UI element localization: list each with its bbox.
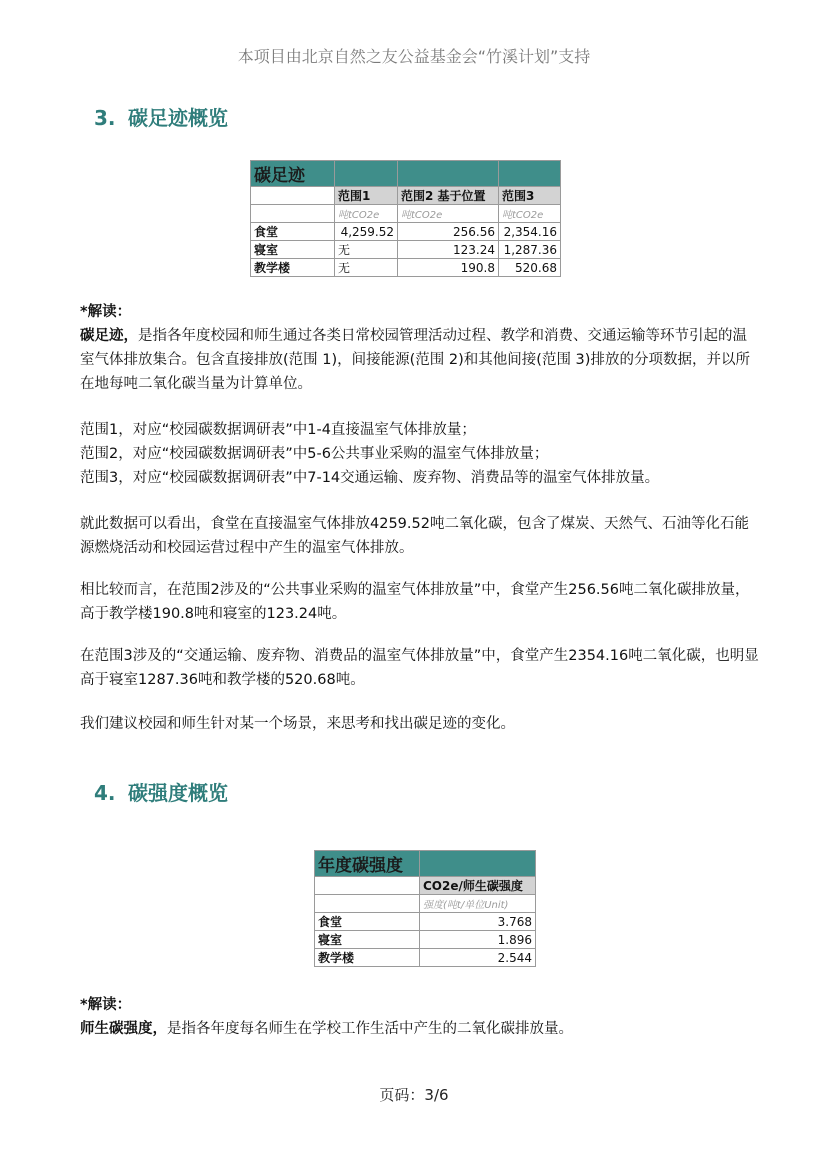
- unit-label: 吨tCO2e: [499, 205, 561, 223]
- table-title-row: [315, 851, 536, 877]
- column-header: CO2e/师生碳强度: [420, 877, 536, 895]
- column-header: 范围1: [335, 187, 398, 205]
- table-unit-row: [315, 895, 536, 913]
- table-header-row: [251, 187, 561, 205]
- column-header: 范围2 基于位置: [398, 187, 499, 205]
- table-row: [251, 241, 561, 259]
- table-header-row: [315, 877, 536, 895]
- carbon-footprint-definition: 碳足迹，是指各年度校园和师生通过各类日常校园管理活动过程、教学和消费、交通运输等环节引起的温室气体排放集合。包含直接排放(范围 1)，间接能源(范围 2)和其他间接(范围 3)排放的分项数据，并以所在地每吨二氧化碳当量为计算单位。: [80, 328, 750, 392]
- table-title: 年度碳强度: [315, 851, 420, 877]
- row-label: 寝室: [251, 241, 335, 259]
- paragraph: 相比较而言，在范围2涉及的“公共事业采购的温室气体排放量”中，食堂产生256.56吨二氧化碳排放量，高于教学楼190.8吨和寝室的123.24吨。: [80, 582, 750, 622]
- table-cell: 520.68: [499, 259, 561, 277]
- row-label: 教学楼: [251, 259, 335, 277]
- paragraph: 我们建议校园和师生针对某一个场景，来思考和找出碳足迹的变化。: [80, 716, 515, 732]
- table-cell: 4,259.52: [335, 223, 398, 241]
- carbon-intensity-definition: 师生碳强度，是指各年度每名师生在学校工作生活中产生的二氧化碳排放量。: [80, 1021, 573, 1037]
- section-3-number: 3.: [94, 106, 116, 130]
- table-title-row: [251, 161, 561, 187]
- table-cell: 256.56: [398, 223, 499, 241]
- row-label: 教学楼: [315, 949, 420, 967]
- unit-label: 吨tCO2e: [398, 205, 499, 223]
- scope-3-note: 范围3，对应“校园碳数据调研表”中7-14交通运输、废弃物、消费品等的温室气体排放量。: [80, 470, 660, 486]
- term: 碳足迹，: [80, 328, 138, 344]
- scope-2-note: 范围2，对应“校园碳数据调研表”中5-6公共事业采购的温室气体排放量；: [80, 446, 549, 462]
- table-cell: 无: [335, 259, 398, 277]
- interpretation-label: *解读：: [80, 997, 132, 1013]
- table-cell: 3.768: [420, 913, 536, 931]
- column-header: 范围3: [499, 187, 561, 205]
- section-4-number: 4.: [94, 781, 116, 805]
- table-row: [251, 223, 561, 241]
- table-cell: 1.896: [420, 931, 536, 949]
- table-row: [315, 931, 536, 949]
- table-row: [251, 259, 561, 277]
- section-4-title: 碳强度概览: [128, 781, 228, 805]
- table-cell: 190.8: [398, 259, 499, 277]
- table-row: [315, 913, 536, 931]
- paragraph: 在范围3涉及的“交通运输、废弃物、消费品的温室气体排放量”中，食堂产生2354.16吨二氧化碳，也明显高于寝室1287.36吨和教学楼的520.68吨。: [80, 648, 759, 688]
- unit-label: 强度(吨t/单位Unit): [420, 895, 536, 913]
- row-label: 寝室: [315, 931, 420, 949]
- unit-label: 吨tCO2e: [335, 205, 398, 223]
- table-cell: 123.24: [398, 241, 499, 259]
- scope-list: [80, 418, 760, 490]
- table-cell: 2,354.16: [499, 223, 561, 241]
- carbon-footprint-table: [250, 160, 561, 277]
- table-cell: 2.544: [420, 949, 536, 967]
- section-3-heading: [94, 102, 228, 131]
- interpretation-label: *解读：: [80, 304, 132, 320]
- row-label: 食堂: [251, 223, 335, 241]
- row-label: 食堂: [315, 913, 420, 931]
- table-title: 碳足迹: [251, 161, 335, 187]
- table-unit-row: [251, 205, 561, 223]
- section-4-heading: [94, 777, 228, 806]
- page-header: 本项目由北京自然之友公益基金会“竹溪计划”支持: [237, 47, 591, 66]
- table-row: [315, 949, 536, 967]
- page-number: 页码：3/6: [379, 1086, 449, 1104]
- term: 师生碳强度，: [80, 1021, 167, 1037]
- section-3-title: 碳足迹概览: [128, 106, 228, 130]
- table-cell: 1,287.36: [499, 241, 561, 259]
- table-cell: 无: [335, 241, 398, 259]
- carbon-intensity-table: [314, 850, 536, 967]
- paragraph: 就此数据可以看出，食堂在直接温室气体排放4259.52吨二氧化碳，包含了煤炭、天然气、石油等化石能源燃烧活动和校园运营过程中产生的温室气体排放。: [80, 516, 749, 556]
- scope-1-note: 范围1，对应“校园碳数据调研表”中1-4直接温室气体排放量；: [80, 422, 476, 438]
